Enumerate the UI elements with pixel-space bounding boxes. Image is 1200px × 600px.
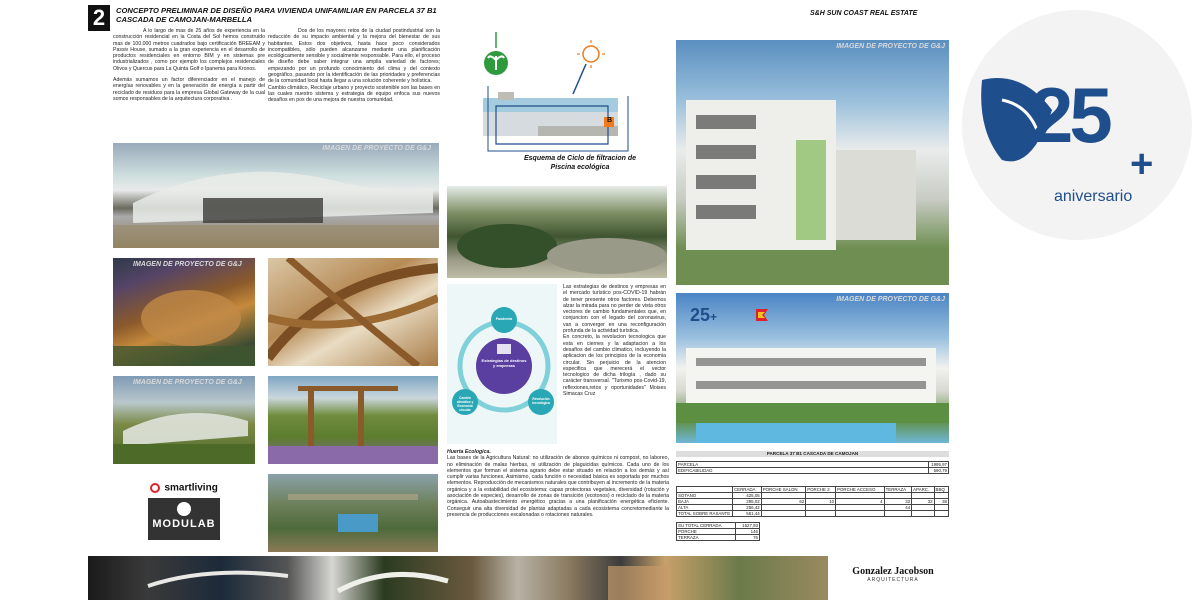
timber-lattice-image: [268, 258, 438, 366]
page-title: [116, 6, 456, 24]
table-cell: SU TOTAL CERRADA: [677, 523, 736, 529]
table-row: [677, 511, 949, 517]
apartment-render-image: [676, 40, 949, 285]
table-header: PORCHE 2: [806, 487, 836, 493]
gonzalez-jacobson-logo: [838, 566, 948, 583]
table-cell: 32: [912, 499, 934, 505]
intro-text-col1: [113, 28, 265, 102]
table-cell: 76: [736, 535, 760, 541]
smartliving-logo: [150, 479, 230, 493]
building-render-image: [113, 143, 439, 248]
terraced-garden-image: [268, 474, 438, 552]
diagram-left-label: Cambio climático y Economía circular: [456, 396, 474, 412]
green-roof-sketch: [113, 376, 255, 464]
pergola-garden-image: [268, 376, 438, 464]
anniversary-plus: +: [1130, 142, 1154, 186]
table-cell: 425,05: [733, 493, 762, 499]
table-cell: 590,79: [929, 468, 949, 474]
table-cell: 38: [934, 499, 948, 505]
table-cell: 1995,97: [929, 462, 949, 468]
wooden-building-image: [113, 258, 255, 366]
image-caption: IMAGEN DE PROYECTO DE G&J: [322, 145, 431, 152]
table-cell: [912, 511, 934, 517]
table-cell: TOTAL SOBRE RASANTE: [677, 511, 733, 517]
anniversary-badge: [962, 10, 1192, 240]
terrace-sketch: [268, 474, 438, 552]
pergola-sketch: [268, 376, 438, 464]
title-line-2: CASCADA DE CAMOJAN-MARBELLA: [116, 15, 252, 24]
pool-apartment-image: [676, 293, 949, 443]
title-line-1: CONCEPTO PRELIMINAR DE DISEÑO PARA VIVIENDA UNIFAMILIAR EN PARCELA 37 B1: [116, 6, 437, 15]
small-25-logo: [690, 305, 726, 329]
paragraph: Dos de los mayores retos de la ciudad postindustrial son la reducción de su impacto ambiental y la mejora del bienestar de sus habitantes. Estos dos objetivos, hasta hace poco considerados incompatibles, sólo pueden alcanzarse mediante una planificación ecológicamente sensible y socialmente responsable. Para ello, el proceso de diseño debe saber integrar una amplia variedad de factores; empezando por un profundo conocimiento del clima y del contexto geográfico, pasando por la identificación de las prioridades y preferencias de la comunidad local hasta llegar a una solución coherente y holística.: [268, 28, 440, 85]
table-cell: [806, 511, 836, 517]
table-header: BBQ: [934, 487, 948, 493]
stone-garden-sketch: [447, 186, 667, 278]
intro-text-col2: [268, 28, 440, 104]
scheme-caption-line-2: Piscina ecológica: [550, 164, 610, 171]
table-cell: 4: [836, 499, 885, 505]
flag-icon: [754, 307, 770, 323]
table-cell: 10: [806, 499, 836, 505]
small-25-plus: +: [710, 310, 718, 324]
apartment-sketch: [676, 40, 949, 285]
image-caption: IMAGEN DE PROYECTO DE G&J: [836, 296, 945, 303]
bottom-photo-strip: [88, 556, 828, 600]
green-roof-image: [113, 376, 255, 464]
table-row: [677, 535, 760, 541]
scheme-caption: [505, 154, 655, 172]
area-table: [676, 486, 949, 517]
building-sketch: [113, 143, 439, 248]
brand-name: S&H SUN COAST REAL ESTATE: [810, 10, 918, 17]
table-cell: 1527,93: [736, 523, 760, 529]
table-cell: SOTANO: [677, 493, 733, 499]
totals-table: [676, 522, 760, 541]
table-row: [677, 523, 760, 529]
table-header: PORCHE SALON: [761, 487, 805, 493]
parcel-summary-table: [676, 461, 949, 474]
sun-icon: [583, 46, 599, 62]
wood-facade-sketch: [113, 258, 255, 366]
lattice-sketch: [268, 258, 438, 366]
table-cell: PORCHE: [677, 529, 736, 535]
tourism-strategy-diagram: [447, 284, 557, 444]
tourism-text: [563, 284, 666, 397]
huerta-text: [447, 449, 669, 518]
image-caption: IMAGEN DE PROYECTO DE G&J: [133, 261, 242, 268]
paragraph: A lo largo de mas de 25 años de experiencia en la construcción residencial en la Costa del Sol hemos construido mas de 100.000 metros cuadrados bajo certificación BREEAM y Passiv House, sumado a la gran experiencia en el desarrollo de productos residenciales en entorno BIM y en sistemas pre industrializados , como por ejemplo los complejos residenciales Olivos y Quercus para La Quinta Golf o Ipanema para Kronos.: [113, 28, 265, 72]
smartliving-icon: [150, 483, 160, 493]
anniversary-number: 25: [1030, 71, 1109, 159]
huerta-title: Huerta Ecologica.: [447, 449, 491, 455]
table-cell: [934, 511, 948, 517]
table-cell: 256,42: [733, 505, 762, 511]
small-25-number: 25: [690, 305, 711, 325]
strip-sketch: [88, 556, 828, 600]
modulab-logo: [148, 498, 220, 540]
table-cell: 44: [884, 505, 912, 511]
scheme-label-b: B: [607, 117, 613, 124]
section-number: 2: [88, 5, 110, 31]
gj-logo-sub: ARQUITECTURA: [867, 577, 919, 583]
table-cell: 295,02: [733, 499, 762, 505]
table-cell: 551,44: [733, 511, 762, 517]
table-title: PARCELA 37 B1 CASCADA DE CAMOJAN: [676, 451, 949, 457]
table-cell: 32: [884, 499, 912, 505]
table-cell: TERRAZA: [677, 535, 736, 541]
stone-garden-image: [447, 186, 667, 278]
diagram-center-label: Estrategias de destinos y empresas: [481, 358, 527, 368]
table-cell: ALTA: [677, 505, 733, 511]
paragraph: Cambio climático, Reciclaje urbano y proyecto sostenible son las bases en las cuales nuestro sistema y estrategia de equipo enfoca sus nuevos desafíos en pos de una mejora de nuestra comunidad.: [268, 84, 440, 104]
gj-logo-name: Gonzalez Jacobson: [852, 566, 934, 577]
image-caption: IMAGEN DE PROYECTO DE G&J: [133, 379, 242, 386]
table-header: TERRAZA: [884, 487, 912, 493]
table-header: CERRADA: [733, 487, 762, 493]
diagram-top-label: Pandemia: [495, 317, 513, 321]
table-cell: EDIFICABILIDAD: [677, 468, 929, 474]
diagram-right-label: Revolución tecnológica: [532, 397, 550, 405]
paragraph: En concreto, la revolucion tecnologica que esta en ciernes y la adaptacion a los desafíos del cambio climatico, incluyendo la aplicacion de los principios de la economia circular. Sin perjuicio de la atencion especifica que merecerá el vector tecnologico de dicha trilogía , dado su carácter transversal. "Turismo pos-Covid-19, reflexiones,retos y oportunidades" Moises Simacas Cruz: [563, 334, 666, 398]
table-row: [677, 468, 949, 474]
modulab-text: MODULAB: [152, 518, 216, 530]
table-cell: PARCELA: [677, 462, 929, 468]
paragraph: Las estrategias de destinos y empresas en el mercado turístico pos-COVID-19 habrán de tener presente otros factores. Debemos alzar la mirada para no perder de vista otros vectores de cambio fundamentales que, en conjuncion con el legado del coronavirus, van a converger en una reconfiguración profunda de la actividad turística.: [563, 284, 666, 335]
table-header: APARC.: [912, 487, 934, 493]
table-cell: 62: [761, 499, 805, 505]
table-cell: 146: [736, 529, 760, 535]
image-caption: IMAGEN DE PROYECTO DE G&J: [836, 43, 945, 50]
table-cell: [836, 511, 885, 517]
modulab-icon: [177, 502, 191, 516]
smartliving-text: smartliving: [164, 482, 218, 494]
table-header: PORCHE ACCESO: [836, 487, 885, 493]
paragraph: Las bases de la Agricultura Natural: no utilización de abonos químicos ni compost, no laboreo, no eliminación de malas hierbas, ni utilización de plaguicidas químicos. Cada uno de los elementos que forman el sistema agrario debe estar situado en relación a los demás y así cumplir varias funciones. Asimismo, cada función o necesidad básica es soportada por muchos elementos. Reproducción de mecanismos naturales que contribuyen al incremento de la materia orgánica y a la estabilidad del ecosistema: capas protectoras vegetales, diversidad (rotación y asociación de especies), desarrollo de zonas de transición (ecotonos) o reciclado de la materia orgánica. Autoabastecimiento energético gracias a una planificación energética eficiente. Conseguir una alta diversidad de plantas adaptadas a cada ecosistema concretomediante la presencia de producciones escalonadas o rotaciones naturales.: [447, 455, 669, 518]
anniversary-word: aniversario: [1054, 188, 1133, 205]
table-cell: BAJA: [677, 499, 733, 505]
table-cell: [884, 511, 912, 517]
scheme-caption-line-1: Esquema de Ciclo de filtracion de: [523, 155, 637, 162]
table-cell: [761, 511, 805, 517]
paragraph: Además sumamos un factor diferenciador en el manejo de energías renovables y en la generación de energía a partir del reciclado de residuos para la empresa Global Gateway de la cual somos responsables de la arquitectura corporativa .: [113, 77, 265, 102]
